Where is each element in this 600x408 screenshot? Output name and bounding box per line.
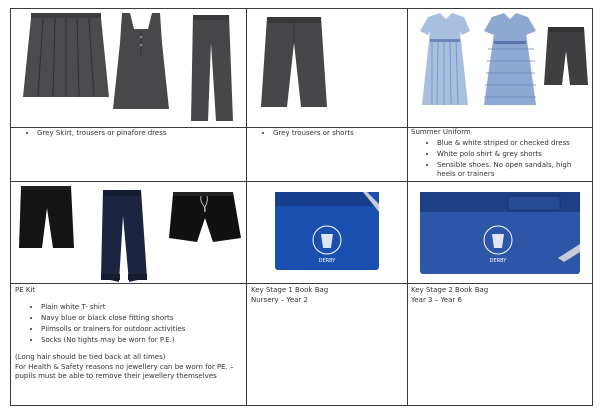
summer-uniform-heading: Summer Uniform <box>411 128 471 136</box>
checked-dress-image <box>484 13 536 105</box>
pe-kit-description <box>15 286 245 406</box>
ks1-bag-description <box>251 286 405 326</box>
summer-uniform-description <box>411 128 591 181</box>
grey-skirt-image <box>23 13 109 97</box>
boys-uniform-description <box>259 129 405 181</box>
pe-note-jewellery: For Health & Safety reasons no jewellery can be worn for PE. – pupils must be able to remove their jewellery themselves <box>15 362 234 380</box>
bag-logo-text: DERBY <box>318 258 336 264</box>
girls-uniform-image <box>11 9 246 127</box>
pe-kit-heading: PE Kit <box>15 286 36 294</box>
list-item: • Grey trousers or shorts <box>273 129 405 139</box>
list-item: • Sensible shoes. No open sandals, high heels or trainers <box>437 161 591 180</box>
boys-trousers-image <box>247 9 407 127</box>
list-item: • Plain white T- shirt <box>41 303 245 313</box>
pe-note-hair: (Long hair should be tied back at all times) <box>15 353 166 361</box>
list-item: • Socks (No tights may be worn for P.E.) <box>41 336 245 346</box>
ks2-bag-title: Key Stage 2 Book Bag <box>411 286 489 294</box>
bag-logo-text: DERBY <box>489 258 507 264</box>
grey-pinafore-image <box>113 13 169 109</box>
black-shorts-image <box>19 186 74 248</box>
grey-trousers-image <box>191 15 233 121</box>
list-item: • Plimsolls or trainers for outdoor activities <box>41 325 245 335</box>
ks1-bag-years: Nursery – Year 2 <box>251 295 308 304</box>
list-item: • Grey Skirt, trousers or pinafore dress <box>37 129 245 139</box>
summer-uniform-image <box>408 9 592 127</box>
striped-dress-image <box>420 13 470 105</box>
boys-uniform-list <box>259 129 405 139</box>
list-item: • Blue & white striped or checked dress <box>437 139 591 149</box>
ks2-book-bag-image <box>408 182 592 283</box>
pe-kit-list <box>15 303 245 346</box>
row-divider-3 <box>11 283 592 284</box>
ks1-book-bag-image <box>247 182 407 283</box>
girls-uniform-description <box>23 129 245 181</box>
girls-uniform-list <box>23 129 245 139</box>
sports-shorts-image <box>169 192 241 242</box>
navy-joggers-image <box>101 190 147 282</box>
uniform-table <box>10 8 593 406</box>
summer-uniform-list <box>411 139 591 180</box>
ks2-bag-description <box>411 286 589 326</box>
grey-shorts-image <box>544 27 588 85</box>
ks2-bag-years: Year 3 – Year 6 <box>411 295 462 304</box>
list-item: • Navy blue or black close fitting shorts <box>41 314 245 324</box>
ks1-bag-title: Key Stage 1 Book Bag <box>251 286 329 294</box>
list-item: • White polo shirt & grey shorts <box>437 150 591 160</box>
pe-kit-image <box>11 182 246 283</box>
